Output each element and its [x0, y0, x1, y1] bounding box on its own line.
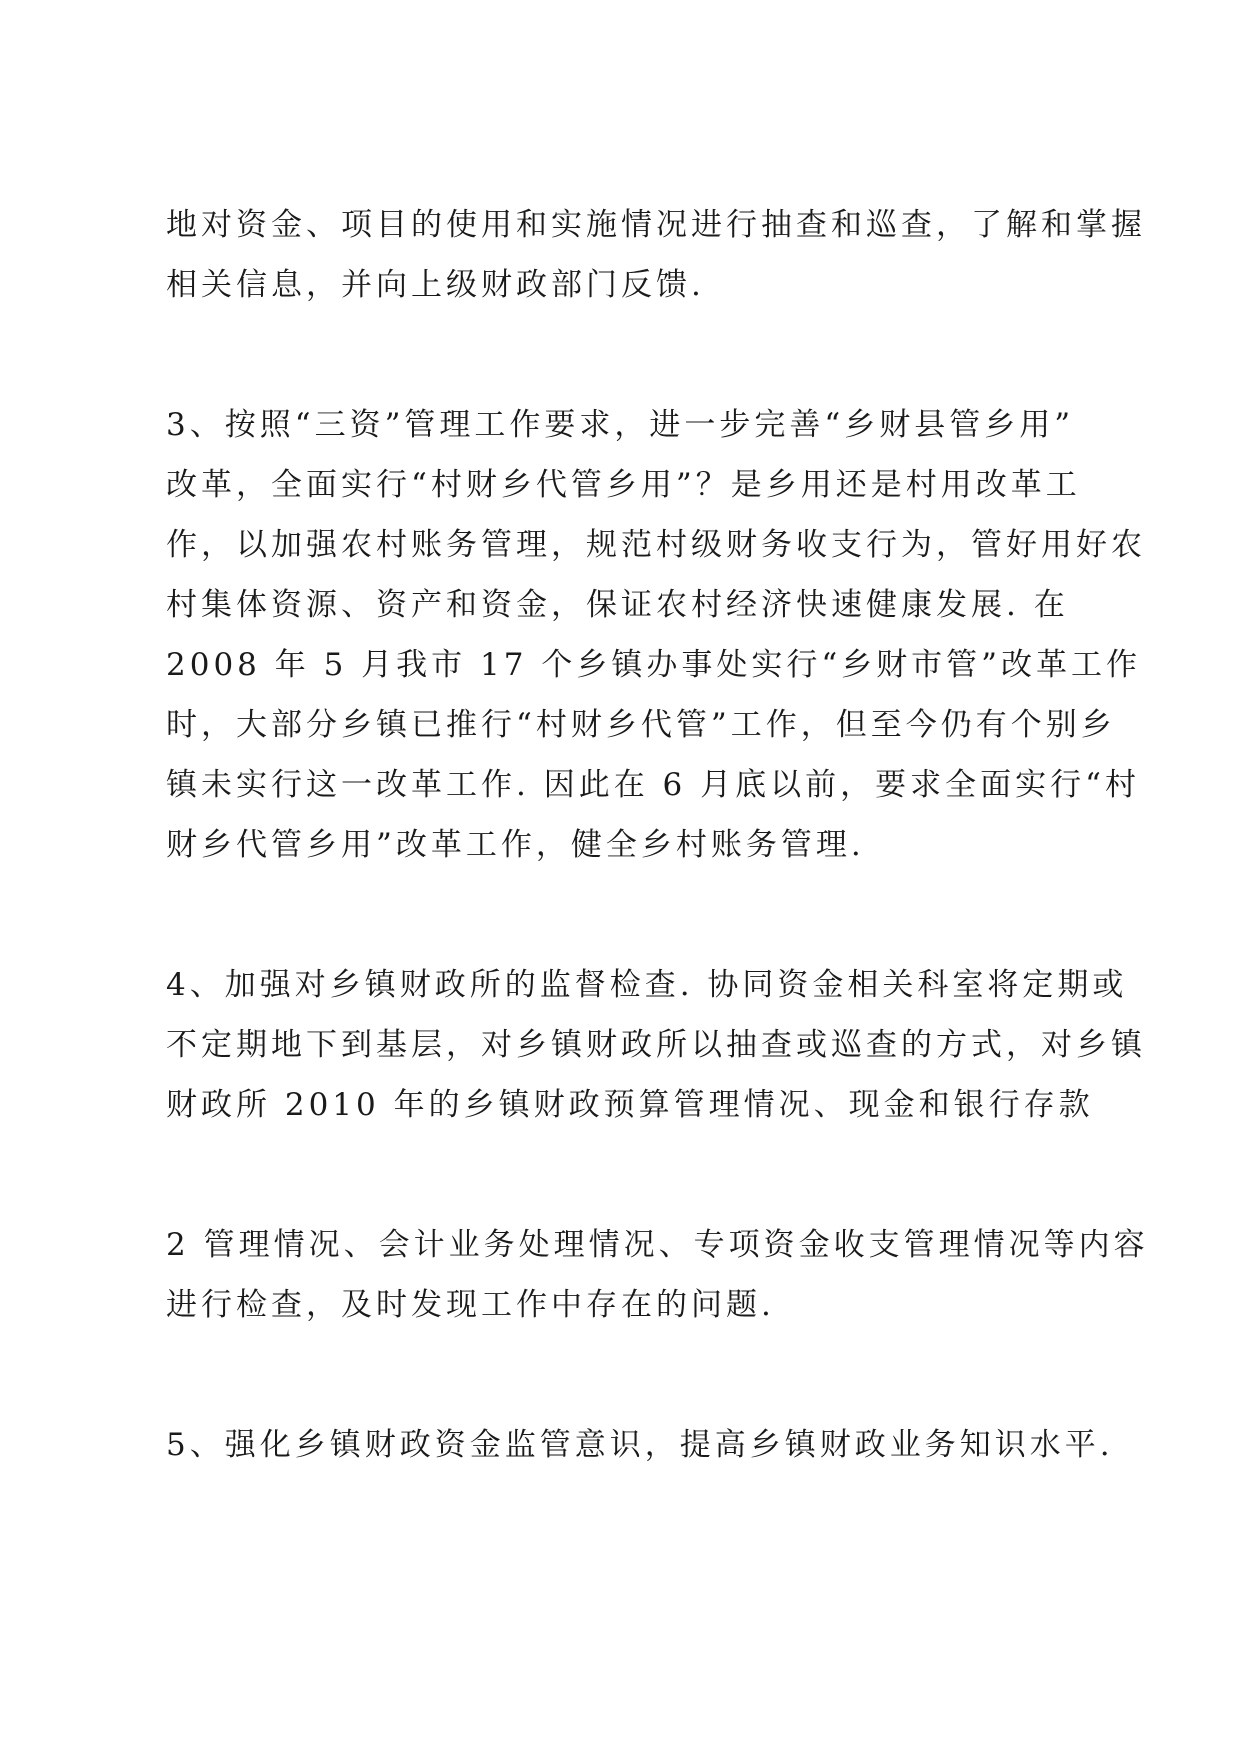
- text-line: 不定期地下到基层，对乡镇财政所以抽查或巡查的方式，对乡镇: [166, 1027, 1146, 1063]
- text-line: 2 管理情况、会计业务处理情况、专项资金收支管理情况等内容: [166, 1227, 1149, 1263]
- text-line: 财乡代管乡用”改革工作，健全乡村账务管理.: [166, 827, 865, 863]
- text-line: 4、加强对乡镇财政所的监督检查. 协同资金相关科室将定期或: [166, 967, 1128, 1003]
- text-line: 进行检查，及时发现工作中存在的问题.: [166, 1287, 775, 1323]
- text-line: 村集体资源、资产和资金，保证农村经济快速健康发展. 在: [166, 587, 1069, 623]
- text-line: 时，大部分乡镇已推行“村财乡代管”工作，但至今仍有个别乡: [166, 707, 1116, 743]
- text-line: 2008 年 5 月我市 17 个乡镇办事处实行“乡财市管”改革工作: [166, 647, 1142, 683]
- text-line: 相关信息，并向上级财政部门反馈.: [166, 267, 705, 303]
- text-line: 3、按照“三资”管理工作要求，进一步完善“乡财县管乡用”: [166, 407, 1075, 443]
- text-line: 地对资金、项目的使用和实施情况进行抽查和巡查，了解和掌握: [166, 207, 1146, 243]
- text-line: 财政所 2010 年的乡镇财政预算管理情况、现金和银行存款: [166, 1087, 1094, 1123]
- text-line: 5、强化乡镇财政资金监管意识，提高乡镇财政业务知识水平.: [166, 1427, 1114, 1463]
- text-line: 改革，全面实行“村财乡代管乡用”？是乡用还是村用改革工: [166, 467, 1081, 503]
- text-line: 作，以加强农村账务管理，规范村级财务收支行为，管好用好农: [166, 527, 1146, 563]
- text-line: 镇未实行这一改革工作. 因此在 6 月底以前，要求全面实行“村: [166, 767, 1140, 803]
